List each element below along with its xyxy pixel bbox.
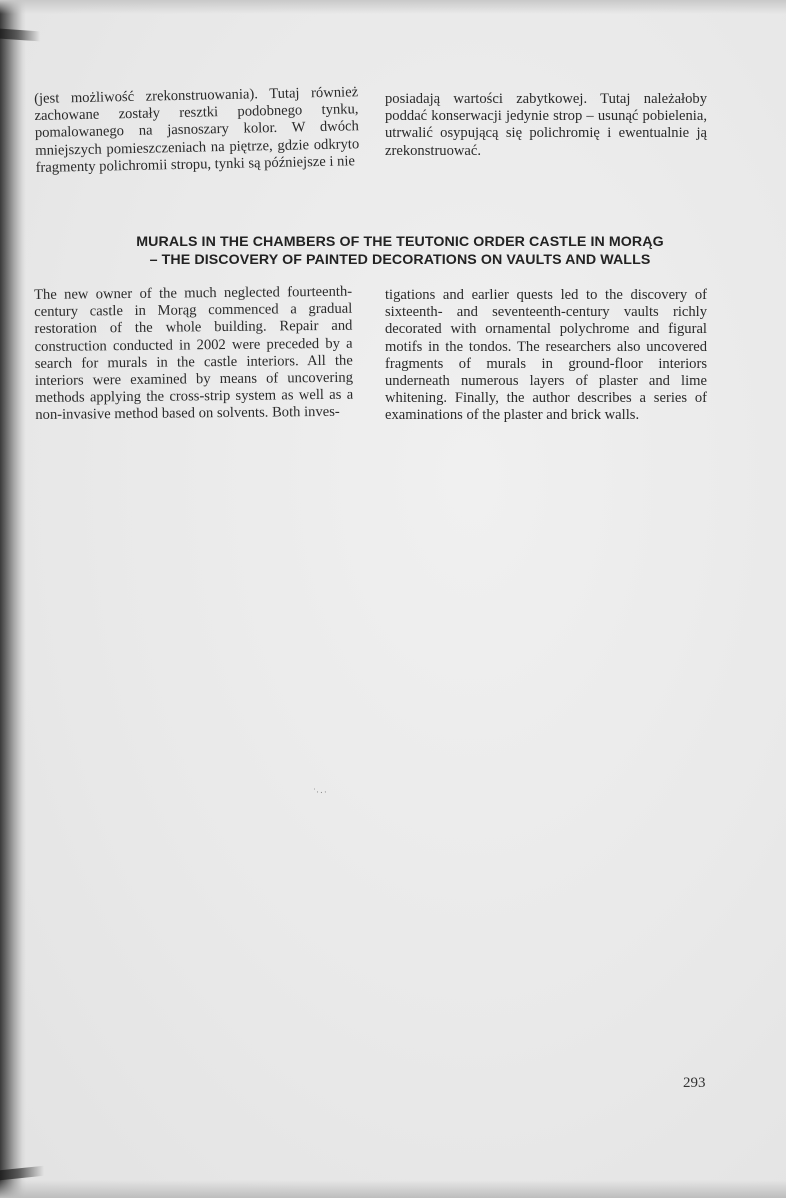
paragraph: (jest możliwość zrekonstruowania). Tutaj również zachowane zostały resztki podobnego tynku, pomalowanego na jasnoszary kolor. W dwóch mniejszych pomieszczeniach na piętrze, gdzie odkryto fragmenty polichromii stropu, tynki są późniejsze i nie — [34, 84, 360, 176]
paragraph: posiadają wartości zabytkowej. Tutaj należałoby poddać konserwacji jedynie strop – usunąć pobielenia, utrwalić osypującą się polichromię i ewentualnie ją zrekonstruować. — [385, 91, 707, 159]
paragraph: The new owner of the much neglected fourteenth-century castle in Morąg commenced a gradual restoration of the whole building. Repair and construction conducted in 2002 were preceded by a search for murals in the castle interiors. All the interiors were examined by means of uncovering methods applying the cross-strip system as well as a non-invasive method based on solvents. Both inves- — [34, 283, 354, 424]
polish-text-right-column — [385, 91, 707, 160]
english-summary-right-column — [385, 287, 707, 425]
summary-heading-line-1: MURALS IN THE CHAMBERS OF THE TEUTONIC ORDER CASTLE IN MORĄG — [136, 234, 664, 250]
scan-speck: ˙·٠· — [313, 787, 327, 797]
book-spine-shadow — [0, 0, 26, 1198]
page-number: 293 — [683, 1075, 706, 1091]
paragraph: tigations and earlier quests led to the discovery of sixteenth- and seventeenth-century vaults richly decorated with ornamental polychrome and figural motifs in the tondos. The researchers also uncovered fragments of murals in ground-floor interiors underneath numerous layers of plaster and lime whitening. Finally, the author describes a series of examinations of the plaster and brick walls. — [385, 287, 707, 424]
polish-text-left-column — [34, 84, 360, 177]
scan-bottom-edge — [0, 1180, 786, 1198]
summary-heading-line-2: – THE DISCOVERY OF PAINTED DECORATIONS ON VAULTS AND WALLS — [149, 252, 651, 268]
scan-top-edge — [0, 0, 786, 14]
english-summary-left-column — [34, 284, 353, 425]
summary-heading — [50, 233, 750, 269]
